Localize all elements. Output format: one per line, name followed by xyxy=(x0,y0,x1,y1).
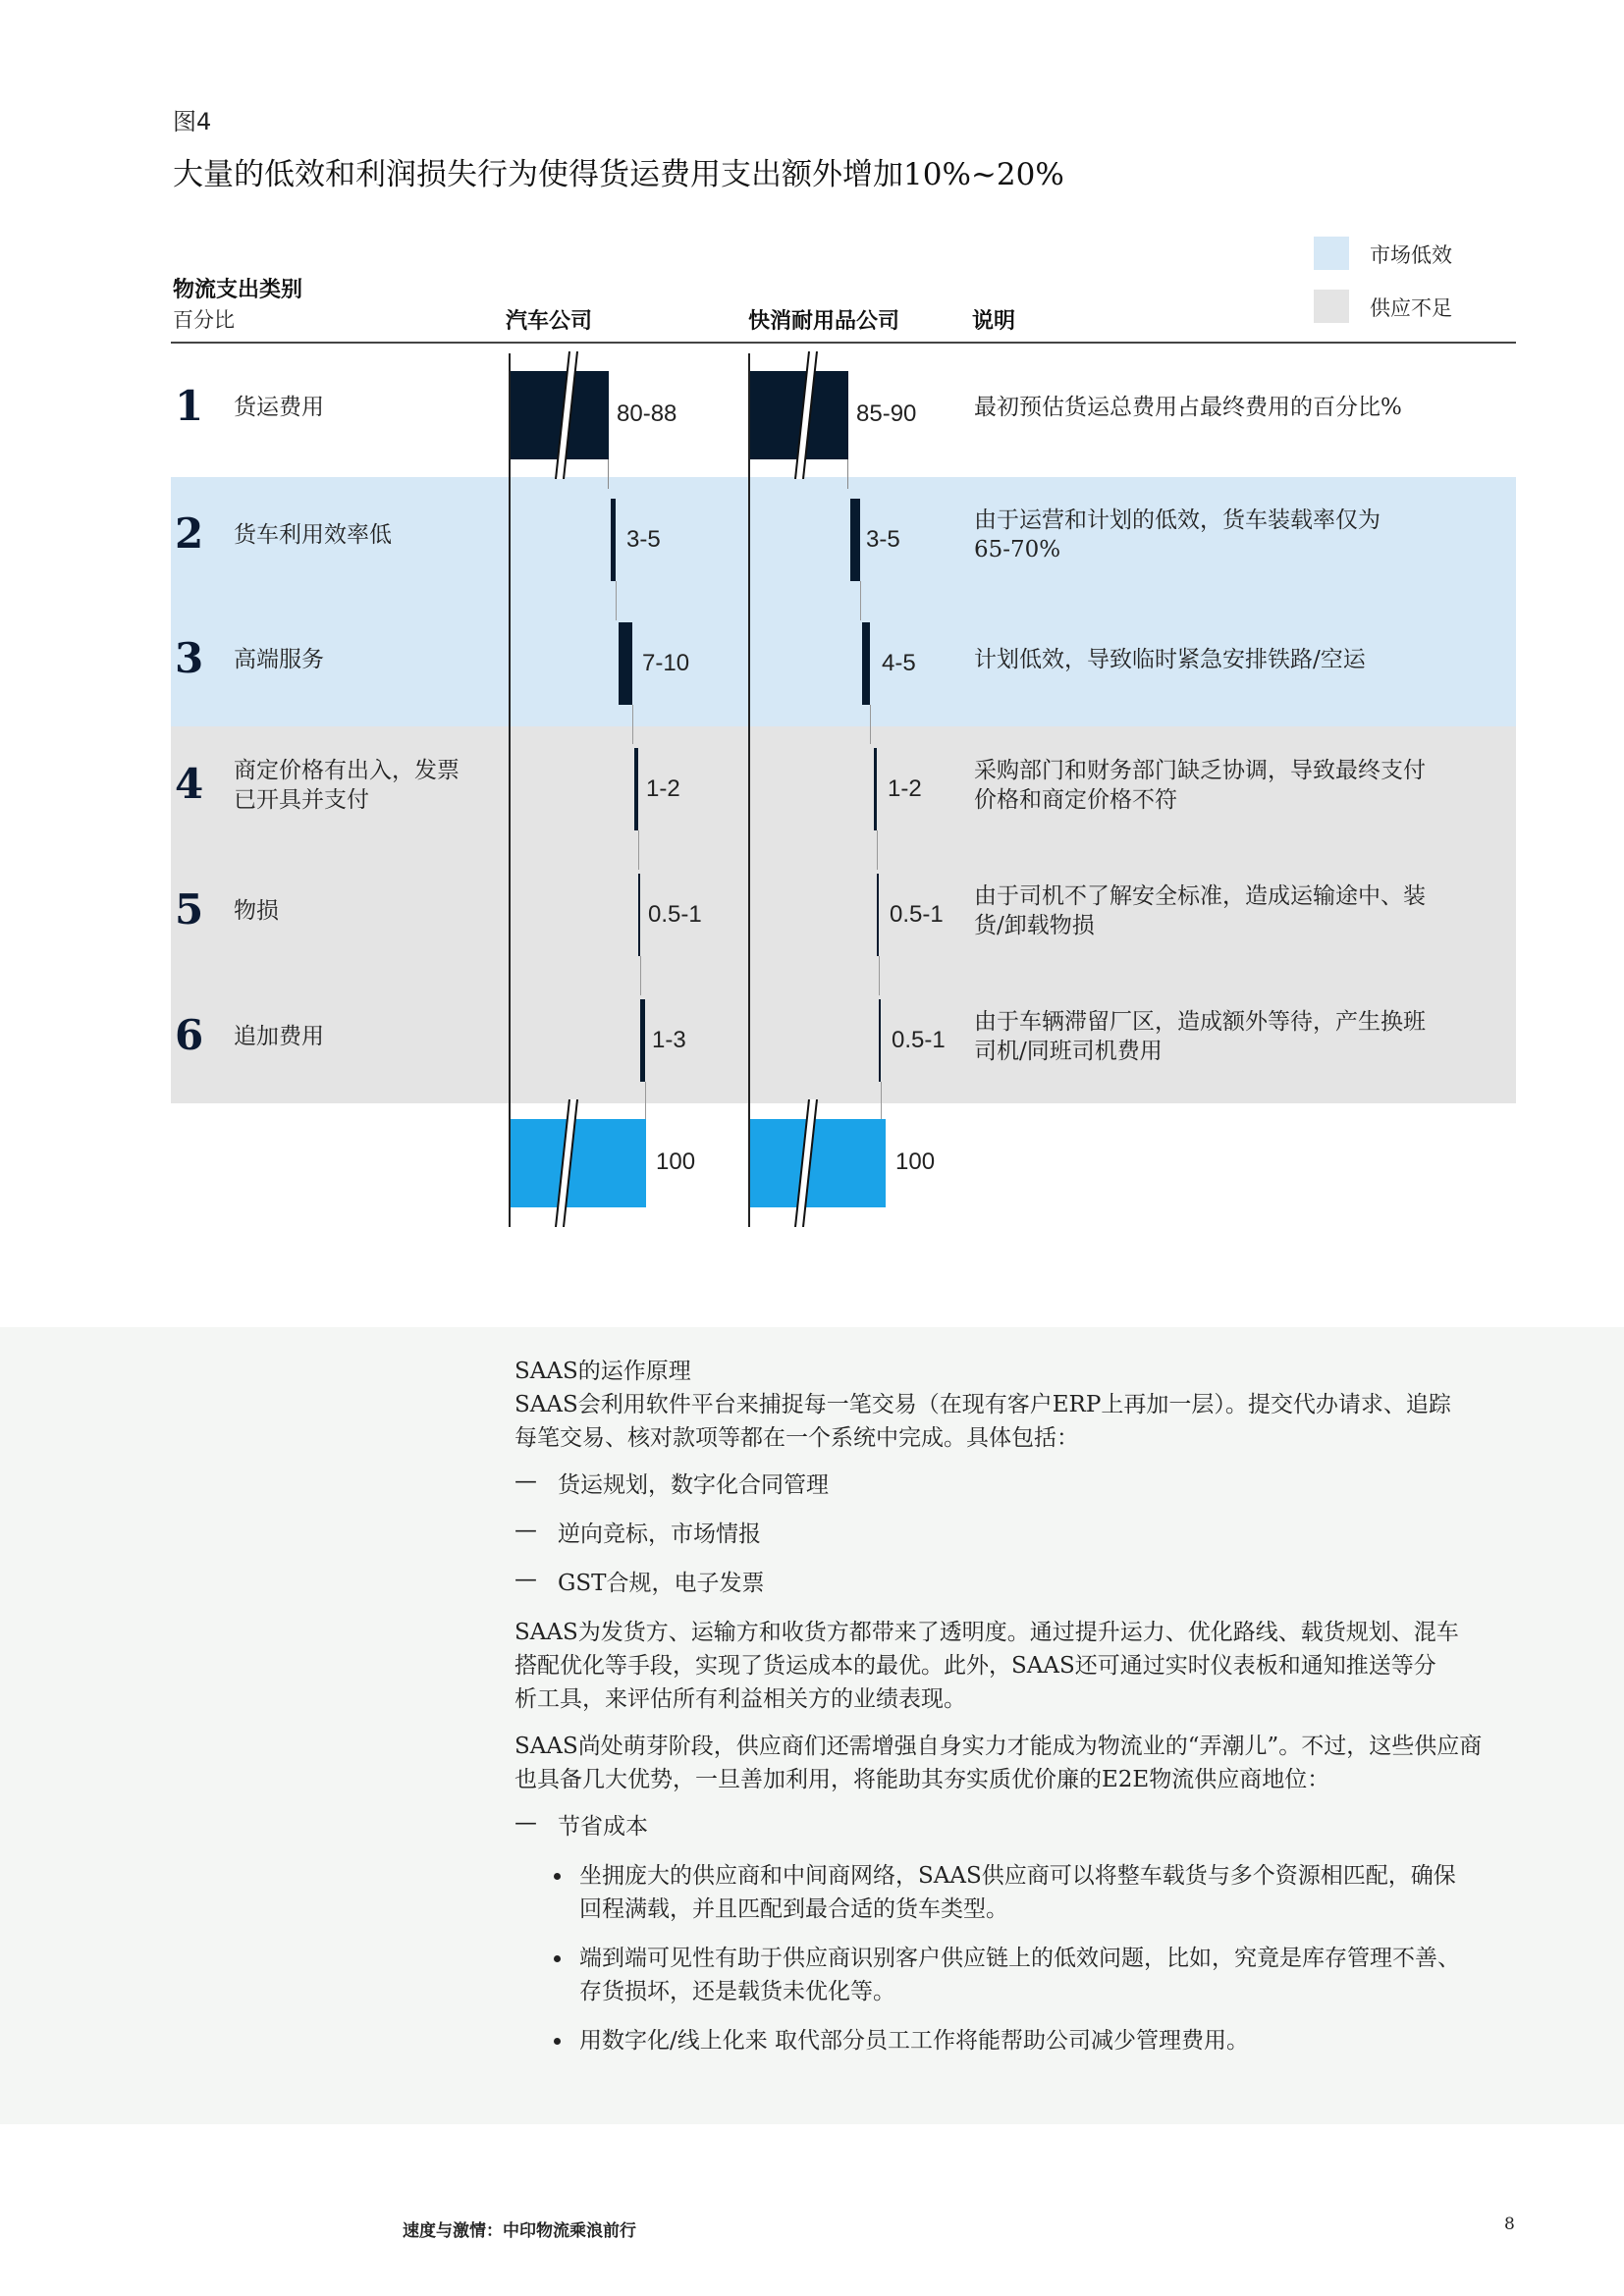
legend-label-supply-shortage: 供应不足 xyxy=(1370,296,1452,320)
row-label: 物损 xyxy=(234,898,279,924)
dash-item: GST合规，电子发票 xyxy=(558,1571,765,1596)
auto-total-value: 100 xyxy=(656,1148,696,1175)
dash-item: 逆向竞标，市场情报 xyxy=(558,1522,761,1547)
row-number: 6 xyxy=(175,1011,204,1059)
row-label: 货车利用效率低 xyxy=(234,522,392,548)
fmcg-value-5: 0.5-1 xyxy=(890,901,944,928)
figure-title: 大量的低效和利润损失行为使得货运费用支出额外增加10%~20% xyxy=(173,157,1064,192)
auto-connector-2 xyxy=(616,581,617,620)
dash-marker: — xyxy=(514,1567,537,1592)
bullet-item: 存货损坏，还是载货未优化等。 xyxy=(579,1979,895,2004)
text-panel xyxy=(0,1327,1624,2124)
dash-marker: — xyxy=(514,1518,537,1543)
row-label: 高端服务 xyxy=(234,647,324,672)
panel-paragraph: 每笔交易、核对款项等都在一个系统中完成。具体包括： xyxy=(514,1425,1079,1451)
fmcg-bar-3 xyxy=(862,622,870,705)
row-label: 商定价格有出入，发票 已开具并支付 xyxy=(234,758,460,813)
row-note: 由于运营和计划的低效，货车装载率仅为 65-70% xyxy=(974,507,1380,562)
auto-bar-2 xyxy=(611,499,616,581)
category-header: 物流支出类别 xyxy=(173,277,303,302)
auto-connector-5 xyxy=(640,956,641,995)
fmcg-break-mark xyxy=(787,351,827,479)
figure-label: 图4 xyxy=(173,108,212,135)
panel-paragraph: 搭配优化等手段，实现了货运成本的最优。此外，SAAS还可通过实时仪表板和通知推送等分 xyxy=(514,1653,1436,1679)
fmcg-value-6: 0.5-1 xyxy=(892,1027,946,1053)
row-label: 货运费用 xyxy=(234,395,324,420)
auto-value-2: 3-5 xyxy=(626,526,661,553)
auto-bar-5 xyxy=(638,874,640,956)
auto-bar-3 xyxy=(619,622,632,705)
row-note: 采购部门和财务部门缺乏协调，导致最终支付 价格和商定价格不符 xyxy=(974,758,1426,813)
bullet-item: 回程满载，并且匹配到最合适的货车类型。 xyxy=(579,1896,1008,1922)
panel-paragraph: SAAS为发货方、运输方和收货方都带来了透明度。通过提升运力、优化路线、载货规划、混车 xyxy=(514,1620,1459,1645)
auto-value-3: 7-10 xyxy=(642,650,690,676)
row-note: 由于司机不了解安全标准，造成运输途中、装 货/卸载物损 xyxy=(974,883,1426,938)
row-note: 最初预估货运总费用占最终费用的百分比% xyxy=(974,395,1402,420)
fmcg-value-2: 3-5 xyxy=(866,526,900,553)
panel-paragraph: 析工具，来评估所有利益相关方的业绩表现。 xyxy=(514,1686,966,1712)
fmcg-bar-6 xyxy=(879,999,881,1082)
fmcg-connector-2 xyxy=(860,581,861,620)
row-number: 4 xyxy=(175,760,204,808)
row-note: 由于车辆滞留厂区，造成额外等待，产生换班 司机/同班司机费用 xyxy=(974,1009,1426,1064)
legend-label-market-inefficiency: 市场低效 xyxy=(1370,243,1452,267)
bullet-dot xyxy=(554,1873,561,1880)
fmcg-connector-3 xyxy=(870,705,871,744)
auto-connector-3 xyxy=(632,705,633,744)
auto-bar-6 xyxy=(640,999,645,1082)
auto-connector-6 xyxy=(645,1082,646,1121)
auto-bar-4 xyxy=(634,748,638,830)
fmcg-total-value: 100 xyxy=(895,1148,936,1175)
auto-connector xyxy=(608,459,609,489)
auto-value-1: 80-88 xyxy=(617,400,677,427)
page-number: 8 xyxy=(1504,2215,1515,2234)
dash-item: 节省成本 xyxy=(558,1814,648,1840)
auto-value-6: 1-3 xyxy=(652,1027,686,1053)
unit-header: 百分比 xyxy=(173,308,235,332)
auto-value-4: 1-2 xyxy=(646,775,680,802)
dash-marker: — xyxy=(514,1810,537,1836)
fmcg-bar-4 xyxy=(874,748,877,830)
bullet-item: 用数字化/线上化来 取代部分员工工作将能帮助公司减少管理费用。 xyxy=(579,2028,1250,2054)
panel-heading: SAAS的运作原理 xyxy=(514,1359,691,1384)
dash-marker: — xyxy=(514,1468,537,1494)
bullet-dot xyxy=(554,2038,561,2045)
fmcg-axis-line xyxy=(748,353,750,1227)
row-number: 5 xyxy=(175,885,204,934)
fmcg-bar-2 xyxy=(850,499,860,581)
row-number: 1 xyxy=(175,382,204,430)
fmcg-value-3: 4-5 xyxy=(882,650,916,676)
fmcg-value-1: 85-90 xyxy=(856,400,917,427)
row-number: 3 xyxy=(175,634,204,682)
auto-value-5: 0.5-1 xyxy=(648,901,702,928)
panel-paragraph: SAAS会利用软件平台来捕捉每一笔交易（在现有客户ERP上再加一层）。提交代办请求、追踪 xyxy=(514,1392,1451,1417)
bullet-item: 端到端可见性有助于供应商识别客户供应链上的低效问题，比如，究竟是库存管理不善、 xyxy=(579,1946,1460,1971)
row-label: 追加费用 xyxy=(234,1024,324,1049)
auto-total-break-mark xyxy=(548,1099,587,1227)
dash-item: 货运规划，数字化合同管理 xyxy=(558,1472,829,1498)
bullet-dot xyxy=(554,1955,561,1962)
footer-title: 速度与激情：中印物流乘浪前行 xyxy=(403,2221,636,2241)
fmcg-connector-6 xyxy=(881,1082,882,1121)
auto-connector-4 xyxy=(638,830,639,870)
fmcg-total-break-mark xyxy=(787,1099,827,1227)
auto-column-header: 汽车公司 xyxy=(506,308,593,334)
panel-paragraph: SAAS尚处萌芽阶段，供应商们还需增强自身实力才能成为物流业的“弄潮儿”。不过，这些供应商 xyxy=(514,1734,1483,1759)
fmcg-connector-4 xyxy=(877,830,878,870)
fmcg-connector xyxy=(847,459,848,489)
row-note: 计划低效，导致临时紧急安排铁路/空运 xyxy=(974,647,1366,672)
fmcg-column-header: 快消耐用品公司 xyxy=(748,308,900,334)
panel-paragraph: 也具备几大优势，一旦善加利用，将能助其夯实质优价廉的E2E物流供应商地位： xyxy=(514,1767,1330,1792)
fmcg-connector-5 xyxy=(879,956,880,995)
bullet-item: 坐拥庞大的供应商和中间商网络，SAAS供应商可以将整车载货与多个资源相匹配，确保 xyxy=(579,1863,1456,1889)
note-column-header: 说明 xyxy=(972,308,1016,334)
fmcg-bar-5 xyxy=(877,874,879,956)
row-number: 2 xyxy=(175,509,204,558)
auto-break-mark xyxy=(548,351,587,479)
auto-axis-line xyxy=(509,353,511,1227)
fmcg-value-4: 1-2 xyxy=(888,775,922,802)
